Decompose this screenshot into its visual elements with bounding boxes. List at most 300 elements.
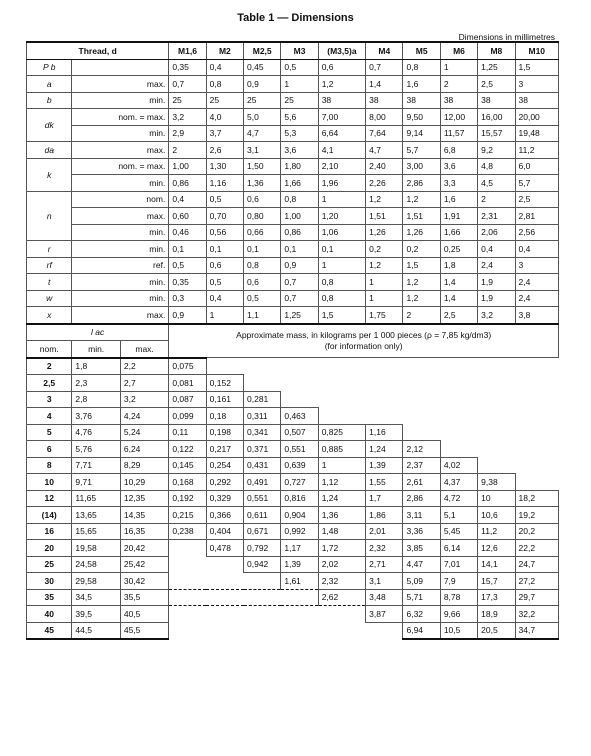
mass-value bbox=[206, 622, 243, 639]
dimension-value: 11,57 bbox=[440, 125, 477, 142]
size-header: M10 bbox=[515, 42, 558, 59]
mass-value: 0,329 bbox=[206, 490, 243, 507]
dimension-value: 0,4 bbox=[515, 241, 558, 258]
dimension-value: 0,46 bbox=[169, 224, 206, 241]
dimension-value: 2,06 bbox=[478, 224, 515, 241]
mass-value bbox=[169, 622, 206, 639]
length-min: 11,65 bbox=[72, 490, 120, 507]
length-nom: 2 bbox=[27, 358, 72, 375]
mass-value: 4,37 bbox=[440, 474, 477, 491]
dimension-value: 1,25 bbox=[478, 59, 515, 76]
mass-value: 7,01 bbox=[440, 556, 477, 573]
mass-value bbox=[515, 424, 558, 441]
mass-value: 0,238 bbox=[169, 523, 206, 540]
dimension-value: 0,56 bbox=[206, 224, 243, 241]
mass-value: 5,45 bbox=[440, 523, 477, 540]
dimension-value: 0,86 bbox=[169, 175, 206, 192]
dimension-value: 0,4 bbox=[206, 290, 243, 307]
dimension-value: 15,57 bbox=[478, 125, 515, 142]
length-max: 3,2 bbox=[120, 391, 168, 408]
mass-value: 9,38 bbox=[478, 474, 515, 491]
dimension-value: 1,16 bbox=[206, 175, 243, 192]
dimension-value: 1,5 bbox=[318, 307, 365, 324]
mass-note-line2: (for information only) bbox=[324, 340, 403, 351]
dimension-value: 2,4 bbox=[515, 274, 558, 291]
dimension-value: 2 bbox=[478, 191, 515, 208]
mass-value: 2,61 bbox=[403, 474, 440, 491]
mass-value bbox=[281, 622, 318, 639]
mass-value bbox=[318, 375, 365, 392]
length-nom: 35 bbox=[27, 589, 72, 606]
dimension-value: 0,45 bbox=[244, 59, 281, 76]
size-header: M5 bbox=[403, 42, 440, 59]
mass-value: 2,02 bbox=[318, 556, 365, 573]
length-max: 12,35 bbox=[120, 490, 168, 507]
dimension-value: 2,86 bbox=[403, 175, 440, 192]
dimension-value: 0,5 bbox=[281, 59, 318, 76]
mass-value bbox=[515, 358, 558, 375]
table-title: Table 1 — Dimensions bbox=[237, 12, 354, 24]
dimension-value: 0,6 bbox=[244, 191, 281, 208]
length-min: 19,58 bbox=[72, 540, 120, 557]
mass-value bbox=[440, 441, 477, 458]
dimension-value: 1,9 bbox=[478, 274, 515, 291]
mass-value: 1,12 bbox=[318, 474, 365, 491]
dimension-value: 16,00 bbox=[478, 109, 515, 126]
mass-value: 0,727 bbox=[281, 474, 318, 491]
mass-value: 5,1 bbox=[440, 507, 477, 524]
length-nom: 3 bbox=[27, 391, 72, 408]
mass-value bbox=[366, 391, 403, 408]
length-nom: 25 bbox=[27, 556, 72, 573]
mass-value bbox=[440, 424, 477, 441]
mass-value bbox=[515, 391, 558, 408]
dimension-value: 0,1 bbox=[244, 241, 281, 258]
dimension-symbol: P b bbox=[27, 59, 72, 76]
mass-value: 1,24 bbox=[366, 441, 403, 458]
dimension-value: 0,5 bbox=[169, 257, 206, 274]
mass-value: 0,341 bbox=[244, 424, 281, 441]
dimension-value: 0,7 bbox=[281, 274, 318, 291]
dimension-value: 1 bbox=[281, 76, 318, 93]
dimension-value: 2,4 bbox=[515, 290, 558, 307]
dimension-value: 1 bbox=[318, 191, 365, 208]
dimension-value: 1,9 bbox=[478, 290, 515, 307]
size-header: M2,5 bbox=[244, 42, 281, 59]
mass-value: 0,611 bbox=[244, 507, 281, 524]
dimension-value: 0,3 bbox=[169, 290, 206, 307]
dimension-label: max. bbox=[72, 142, 169, 159]
mass-value bbox=[366, 408, 403, 425]
size-header: M4 bbox=[366, 42, 403, 59]
dimension-value: 1,36 bbox=[244, 175, 281, 192]
mass-value: 3,36 bbox=[403, 523, 440, 540]
thread-header: Thread, d bbox=[27, 42, 169, 59]
dimension-label: min. bbox=[72, 290, 169, 307]
dimension-value: 2,6 bbox=[206, 142, 243, 159]
dimension-value: 2 bbox=[169, 142, 206, 159]
mass-value bbox=[515, 441, 558, 458]
mass-value bbox=[318, 606, 365, 623]
dimension-value: 0,9 bbox=[244, 76, 281, 93]
dimension-value: 2 bbox=[440, 76, 477, 93]
length-max: 5,24 bbox=[120, 424, 168, 441]
mass-value bbox=[515, 408, 558, 425]
dimension-value: 0,9 bbox=[169, 307, 206, 324]
dimension-value: 1,51 bbox=[403, 208, 440, 225]
mass-value bbox=[403, 408, 440, 425]
mass-value: 0,885 bbox=[318, 441, 365, 458]
dimension-value: 0,8 bbox=[244, 257, 281, 274]
dimension-value: 1,96 bbox=[318, 175, 365, 192]
dimension-label: nom. bbox=[72, 191, 169, 208]
mass-value: 7,9 bbox=[440, 573, 477, 590]
dimension-value: 20,00 bbox=[515, 109, 558, 126]
length-nom: 5 bbox=[27, 424, 72, 441]
mass-value: 1 bbox=[318, 457, 365, 474]
dimension-value: 3,1 bbox=[244, 142, 281, 159]
dimension-label: min. bbox=[72, 224, 169, 241]
dimension-value: 0,2 bbox=[366, 241, 403, 258]
dimension-value: 1,4 bbox=[366, 76, 403, 93]
size-header: M1,6 bbox=[169, 42, 206, 59]
mass-value: 0,478 bbox=[206, 540, 243, 557]
mass-value bbox=[478, 408, 515, 425]
length-max: 20,42 bbox=[120, 540, 168, 557]
mass-value bbox=[403, 391, 440, 408]
length-min: 7,71 bbox=[72, 457, 120, 474]
dimension-value: 1 bbox=[206, 307, 243, 324]
dimension-value: 3 bbox=[515, 257, 558, 274]
mass-value: 0,904 bbox=[281, 507, 318, 524]
dimension-value: 1,2 bbox=[366, 257, 403, 274]
dimension-value: 0,8 bbox=[318, 274, 365, 291]
dimension-value: 2,10 bbox=[318, 158, 365, 175]
mass-value: 1,61 bbox=[281, 573, 318, 590]
mass-value: 0,198 bbox=[206, 424, 243, 441]
dimension-value: 4,1 bbox=[318, 142, 365, 159]
dimension-value: 0,7 bbox=[169, 76, 206, 93]
mass-value: 17,3 bbox=[478, 589, 515, 606]
dimension-value: 11,2 bbox=[515, 142, 558, 159]
dimension-value: 2,56 bbox=[515, 224, 558, 241]
dimension-value: 3,2 bbox=[478, 307, 515, 324]
dimension-value: 19,48 bbox=[515, 125, 558, 142]
mass-value: 0,087 bbox=[169, 391, 206, 408]
length-max: 40,5 bbox=[120, 606, 168, 623]
length-max: 45,5 bbox=[120, 622, 168, 639]
mass-value: 0,551 bbox=[244, 490, 281, 507]
dimension-value: 3,2 bbox=[169, 109, 206, 126]
length-nom: 40 bbox=[27, 606, 72, 623]
length-min: 24,58 bbox=[72, 556, 120, 573]
dimension-value: 1,91 bbox=[440, 208, 477, 225]
dimension-value: 0,9 bbox=[281, 257, 318, 274]
dimension-value: 1,00 bbox=[169, 158, 206, 175]
dimension-value: 1,51 bbox=[366, 208, 403, 225]
length-nom: 8 bbox=[27, 457, 72, 474]
mass-value: 15,7 bbox=[478, 573, 515, 590]
mass-value: 0,161 bbox=[206, 391, 243, 408]
dimension-value: 9,50 bbox=[403, 109, 440, 126]
mass-value bbox=[244, 375, 281, 392]
dimension-value: 6,64 bbox=[318, 125, 365, 142]
mass-value: 0,11 bbox=[169, 424, 206, 441]
length-min: 34,5 bbox=[72, 589, 120, 606]
mass-value: 0,639 bbox=[281, 457, 318, 474]
length-max: 4,24 bbox=[120, 408, 168, 425]
mass-value: 3,85 bbox=[403, 540, 440, 557]
mass-value bbox=[281, 606, 318, 623]
length-nom: 20 bbox=[27, 540, 72, 557]
mass-value: 19,2 bbox=[515, 507, 558, 524]
dimension-value: 3,3 bbox=[440, 175, 477, 192]
dimension-value: 1 bbox=[366, 290, 403, 307]
length-max: 35,5 bbox=[120, 589, 168, 606]
mass-value: 0,792 bbox=[244, 540, 281, 557]
mass-value bbox=[318, 358, 365, 375]
mass-value: 2,01 bbox=[366, 523, 403, 540]
dimension-value: 0,35 bbox=[169, 274, 206, 291]
mass-value bbox=[281, 391, 318, 408]
mass-value: 2,32 bbox=[318, 573, 365, 590]
mass-value: 0,075 bbox=[169, 358, 206, 375]
length-min: 3,76 bbox=[72, 408, 120, 425]
dimension-value: 0,4 bbox=[478, 241, 515, 258]
dimension-symbol: da bbox=[27, 142, 72, 159]
dimension-value: 1,80 bbox=[281, 158, 318, 175]
mass-value: 3,87 bbox=[366, 606, 403, 623]
dimension-value: 1,26 bbox=[366, 224, 403, 241]
mass-value bbox=[206, 573, 243, 590]
mass-value bbox=[515, 375, 558, 392]
mass-value bbox=[281, 589, 318, 606]
dimension-value: 0,5 bbox=[244, 290, 281, 307]
mass-value: 0,081 bbox=[169, 375, 206, 392]
dimension-label: ref. bbox=[72, 257, 169, 274]
mass-value bbox=[366, 358, 403, 375]
mass-value bbox=[169, 573, 206, 590]
mass-value: 11,2 bbox=[478, 523, 515, 540]
length-min: 9,71 bbox=[72, 474, 120, 491]
dimension-value: 2,5 bbox=[440, 307, 477, 324]
mass-value: 10 bbox=[478, 490, 515, 507]
dimension-value: 25 bbox=[281, 92, 318, 109]
mass-value: 6,14 bbox=[440, 540, 477, 557]
mass-value: 0,942 bbox=[244, 556, 281, 573]
mass-value bbox=[478, 358, 515, 375]
dimension-value: 0,60 bbox=[169, 208, 206, 225]
mass-value: 6,94 bbox=[403, 622, 440, 639]
mass-value: 1,16 bbox=[366, 424, 403, 441]
mass-value: 4,72 bbox=[440, 490, 477, 507]
mass-value: 10,5 bbox=[440, 622, 477, 639]
mass-value bbox=[169, 606, 206, 623]
mass-value bbox=[440, 391, 477, 408]
mass-value: 27,2 bbox=[515, 573, 558, 590]
dimension-value: 4,8 bbox=[478, 158, 515, 175]
dimension-value: 0,2 bbox=[403, 241, 440, 258]
mass-value: 14,1 bbox=[478, 556, 515, 573]
dimension-value: 1,2 bbox=[403, 274, 440, 291]
dimension-value: 6,8 bbox=[440, 142, 477, 159]
length-nom: 10 bbox=[27, 474, 72, 491]
dimension-value: 1,6 bbox=[403, 76, 440, 93]
dimension-value: 0,8 bbox=[206, 76, 243, 93]
mass-value: 4,47 bbox=[403, 556, 440, 573]
length-min: 4,76 bbox=[72, 424, 120, 441]
mass-value: 2,86 bbox=[403, 490, 440, 507]
dimension-value: 1,1 bbox=[244, 307, 281, 324]
mass-value: 0,311 bbox=[244, 408, 281, 425]
mass-value: 34,7 bbox=[515, 622, 558, 639]
dimension-value: 3 bbox=[515, 76, 558, 93]
dimension-symbol: n bbox=[27, 191, 72, 241]
dimension-value: 2,40 bbox=[366, 158, 403, 175]
size-header: M3 bbox=[281, 42, 318, 59]
dimension-value: 1,66 bbox=[440, 224, 477, 241]
dimension-value: 0,80 bbox=[244, 208, 281, 225]
dimension-value: 1,4 bbox=[440, 290, 477, 307]
mass-value: 0,152 bbox=[206, 375, 243, 392]
mass-value: 3,11 bbox=[403, 507, 440, 524]
dimension-value: 0,1 bbox=[169, 241, 206, 258]
mass-value: 0,122 bbox=[169, 441, 206, 458]
mass-value: 0,18 bbox=[206, 408, 243, 425]
dimension-value: 1,5 bbox=[403, 257, 440, 274]
dimension-value: 1 bbox=[318, 257, 365, 274]
mass-value: 29,7 bbox=[515, 589, 558, 606]
length-max: 8,29 bbox=[120, 457, 168, 474]
dimension-value: 1,6 bbox=[440, 191, 477, 208]
mass-value: 0,099 bbox=[169, 408, 206, 425]
mass-value bbox=[318, 408, 365, 425]
mass-value: 1,36 bbox=[318, 507, 365, 524]
dimension-label: min. bbox=[72, 274, 169, 291]
mass-value: 0,671 bbox=[244, 523, 281, 540]
dimension-value: 25 bbox=[169, 92, 206, 109]
length-min: 44,5 bbox=[72, 622, 120, 639]
mass-value bbox=[478, 424, 515, 441]
dimension-value: 5,3 bbox=[281, 125, 318, 142]
mass-value: 0,404 bbox=[206, 523, 243, 540]
dimension-value: 7,64 bbox=[366, 125, 403, 142]
length-nom: 12 bbox=[27, 490, 72, 507]
length-max: 2,7 bbox=[120, 375, 168, 392]
mass-value bbox=[281, 375, 318, 392]
mass-value: 2,32 bbox=[366, 540, 403, 557]
dimension-value: 0,7 bbox=[281, 290, 318, 307]
mass-value: 0,366 bbox=[206, 507, 243, 524]
length-min: 29,58 bbox=[72, 573, 120, 590]
mass-value bbox=[206, 358, 243, 375]
dimension-symbol: w bbox=[27, 290, 72, 307]
dimension-value: 0,8 bbox=[403, 59, 440, 76]
mass-value: 20,5 bbox=[478, 622, 515, 639]
mass-value: 1,72 bbox=[318, 540, 365, 557]
mass-value: 5,71 bbox=[403, 589, 440, 606]
mass-value: 0,551 bbox=[281, 441, 318, 458]
dimension-value: 0,5 bbox=[206, 191, 243, 208]
mass-value: 0,292 bbox=[206, 474, 243, 491]
dimension-value: 8,00 bbox=[366, 109, 403, 126]
mass-value: 5,09 bbox=[403, 573, 440, 590]
dimension-symbol: t bbox=[27, 274, 72, 291]
dimension-value: 1,50 bbox=[244, 158, 281, 175]
mass-value: 0,992 bbox=[281, 523, 318, 540]
dimension-value: 0,1 bbox=[318, 241, 365, 258]
mass-value: 0,215 bbox=[169, 507, 206, 524]
mass-value bbox=[403, 424, 440, 441]
dimension-value: 2,9 bbox=[169, 125, 206, 142]
dimension-label: max. bbox=[72, 208, 169, 225]
dimension-value: 1,00 bbox=[281, 208, 318, 225]
mass-value bbox=[206, 589, 243, 606]
mass-value bbox=[244, 573, 281, 590]
dimensions-table bbox=[26, 41, 559, 640]
dimension-value: 0,86 bbox=[281, 224, 318, 241]
mass-value bbox=[206, 556, 243, 573]
length-nom: 2,5 bbox=[27, 375, 72, 392]
mass-value: 0,254 bbox=[206, 457, 243, 474]
mass-value: 2,37 bbox=[403, 457, 440, 474]
mass-value bbox=[281, 358, 318, 375]
mass-value: 0,825 bbox=[318, 424, 365, 441]
mass-value: 10,6 bbox=[478, 507, 515, 524]
dimension-value: 4,7 bbox=[366, 142, 403, 159]
length-max: 10,29 bbox=[120, 474, 168, 491]
mass-note bbox=[169, 324, 559, 358]
dimension-value: 0,6 bbox=[318, 59, 365, 76]
mass-value: 8,78 bbox=[440, 589, 477, 606]
length-min: 1,8 bbox=[72, 358, 120, 375]
mass-value: 9,66 bbox=[440, 606, 477, 623]
mass-value: 20,2 bbox=[515, 523, 558, 540]
dimension-value: 0,35 bbox=[169, 59, 206, 76]
mass-value bbox=[478, 457, 515, 474]
dimension-value: 38 bbox=[318, 92, 365, 109]
mass-value bbox=[515, 457, 558, 474]
mass-value: 22,2 bbox=[515, 540, 558, 557]
dimension-value: 0,4 bbox=[206, 59, 243, 76]
dimension-value: 1 bbox=[366, 274, 403, 291]
dimension-value: 0,70 bbox=[206, 208, 243, 225]
size-header: M8 bbox=[478, 42, 515, 59]
mass-value: 1,17 bbox=[281, 540, 318, 557]
mass-value: 1,48 bbox=[318, 523, 365, 540]
mass-value bbox=[244, 358, 281, 375]
dimension-value: 38 bbox=[515, 92, 558, 109]
dimension-value: 1,20 bbox=[318, 208, 365, 225]
mass-value: 0,431 bbox=[244, 457, 281, 474]
mass-value: 0,463 bbox=[281, 408, 318, 425]
length-max: 16,35 bbox=[120, 523, 168, 540]
dimension-value: 9,2 bbox=[478, 142, 515, 159]
mass-value bbox=[318, 391, 365, 408]
dimension-value: 0,5 bbox=[206, 274, 243, 291]
mass-value: 0,281 bbox=[244, 391, 281, 408]
dimension-value: 1,2 bbox=[403, 290, 440, 307]
mass-value: 0,816 bbox=[281, 490, 318, 507]
mass-value bbox=[440, 375, 477, 392]
mass-value: 18,9 bbox=[478, 606, 515, 623]
dimension-value: 2,5 bbox=[478, 76, 515, 93]
dimension-label bbox=[72, 59, 169, 76]
dimension-value: 0,1 bbox=[206, 241, 243, 258]
length-nom: 45 bbox=[27, 622, 72, 639]
dimension-value: 5,7 bbox=[515, 175, 558, 192]
mass-value: 0,192 bbox=[169, 490, 206, 507]
